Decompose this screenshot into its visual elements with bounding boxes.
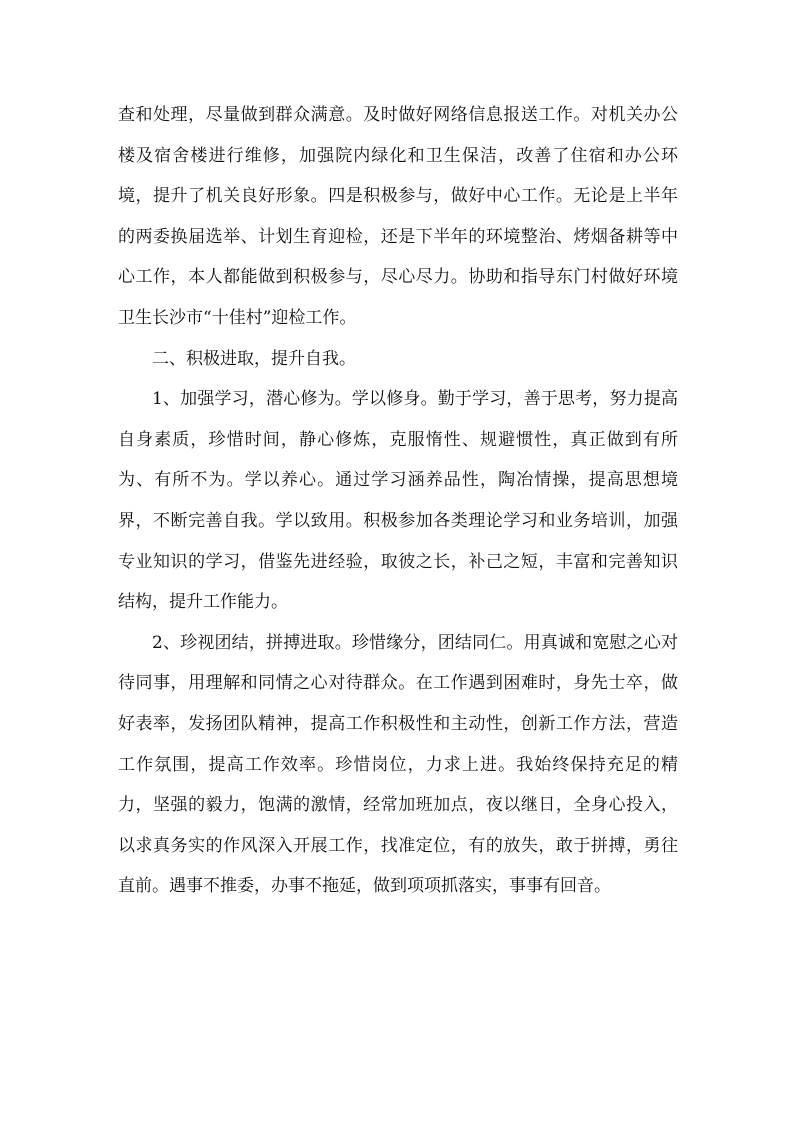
section-heading: 二、积极进取，提升自我。 <box>152 348 356 369</box>
paragraph-unity: 2、珍视团结，拼搏进取。珍惜缘分，团结同仁。用真诚和宽慰之心对待同事，用理解和同情之心对待群众。在工作遇到困难时，身先士卒，做好表率，发扬团队精神，提高工作积极性和主动性，创新工作方法，营造工作氛围，提高工作效率。珍惜岗位，力求上进。我始终保持充足的精力，坚强的毅力，饱满的激情，经常加班加点，夜以继日，全身心投入，以求真务实的作风深入开展工作，找准定位，有的放失，敢于拼搏，勇往直前。遇事不推委，办事不拖延，做到项项抓落实，事事有回音。 <box>118 632 678 897</box>
document-page <box>118 95 678 907</box>
paragraph-study: 1、加强学习，潜心修为。学以修身。勤于学习，善于思考，努力提高自身素质，珍惜时间，静心修炼，克服惰性、规避惯性，真正做到有所为、有所不为。学以养心。通过学习涵养品性，陶冶情操，提高思想境界，不断完善自我。学以致用。积极参加各类理论学习和业务培训，加强专业知识的学习，借鉴先进经验，取彼之长，补己之短，丰富和完善知识结构，提升工作能力。 <box>118 389 678 613</box>
paragraph-continuation: 查和处理，尽量做到群众满意。及时做好网络信息报送工作。对机关办公楼及宿舍楼进行维修，加强院内绿化和卫生保洁，改善了住宿和办公环境，提升了机关良好形象。四是积极参与，做好中心工作。无论是上半年的两委换届选举、计划生育迎检，还是下半年的环境整治、烤烟备耕等中心工作，本人都能做到积极参与，尽心尽力。协助和指导东门村做好环境卫生长沙市“十佳村”迎检工作。 <box>118 105 678 328</box>
